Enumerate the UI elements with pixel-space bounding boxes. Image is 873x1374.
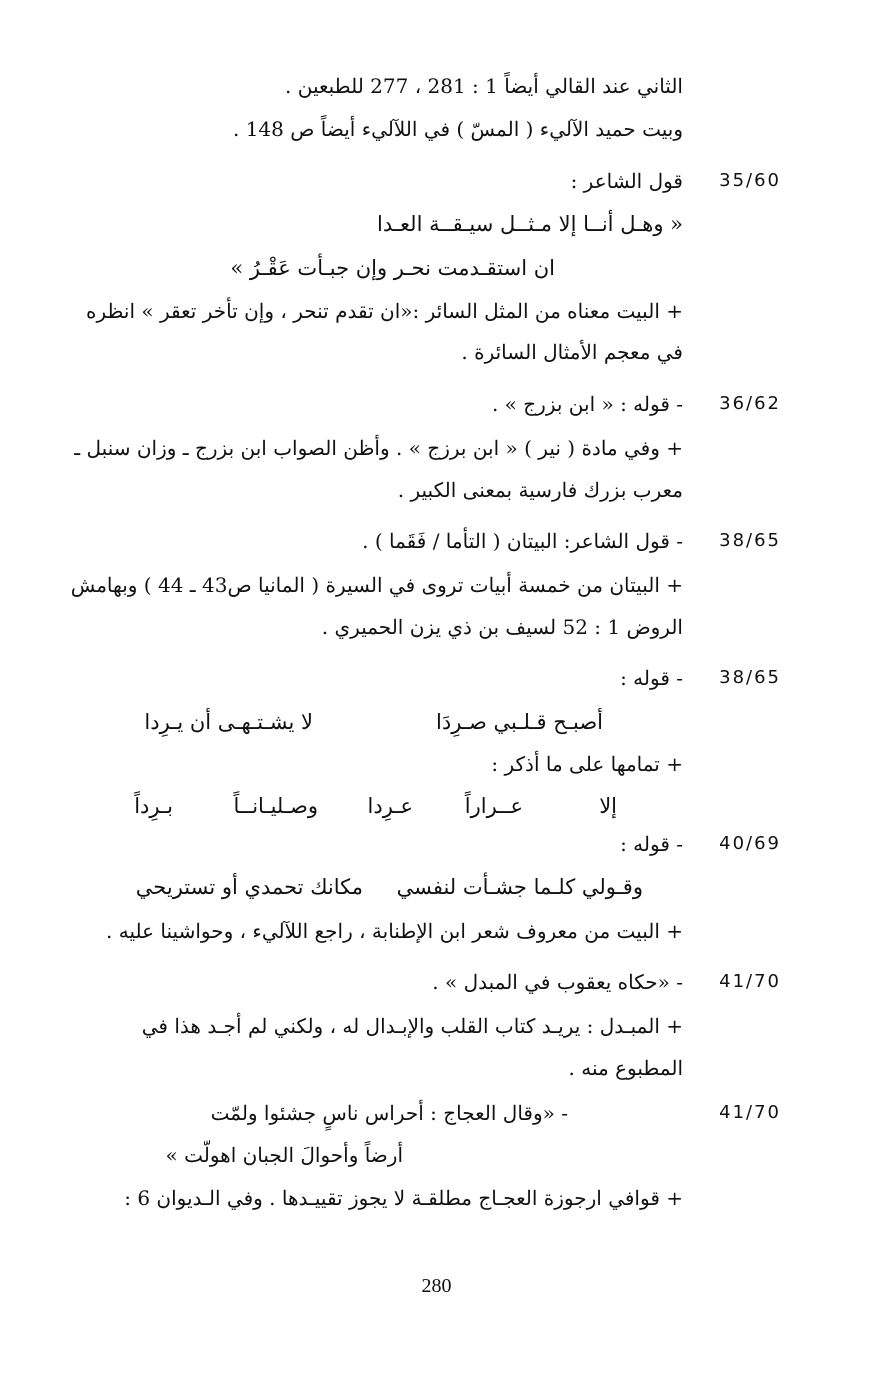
- entry-heading: - قول الشاعر: البيتان ( التأما / فَقَما ) .: [362, 529, 683, 553]
- entry-heading: - قوله :: [620, 832, 683, 856]
- verse-hemistich: أصبـح قـلـبي صـرِدَا: [436, 710, 603, 734]
- text-line: المطبوع منه .: [568, 1056, 683, 1080]
- text-line: الروض 1 : 52 لسيف بن ذي يزن الحميري .: [321, 615, 683, 639]
- entry-heading: قول الشاعر :: [570, 169, 683, 193]
- entry-heading: - قوله : « ابن بزرج » .: [491, 392, 683, 416]
- page-number: 280: [421, 1275, 452, 1297]
- text-line: وبيت حميد الآلي‌ء ( المسّ ) في اللآلي‌ء أيضاً ص 148 .: [232, 117, 683, 141]
- verse-hemistich: لا يشـتـهـى أن يـرِدا: [144, 710, 313, 734]
- verse-line: « وهـل أنــا إلا مـثــل سيـقــة العـدا: [377, 212, 683, 236]
- verse-word: عـرِدا: [367, 794, 413, 818]
- text-line: في معجم الأمثال السائرة .: [461, 340, 683, 364]
- text-line: + البيت من معروف شعر ابن الإطنابة ، راجع اللآلي‌ء ، وحواشينا عليه .: [106, 919, 683, 943]
- text-line: الثاني عند القالي أيضاً 1 : 281 ، 277 للطبعين .: [285, 74, 683, 98]
- verse-word: عــراراً: [464, 794, 523, 818]
- reference-number: 40/69: [719, 833, 781, 854]
- reference-number: 36/62: [719, 393, 781, 414]
- verse-line: - «وقال العجاج : أحراس ناسٍ جشئوا ولمّت: [210, 1101, 568, 1125]
- text-line: + تمامها على ما أذكر :: [491, 752, 683, 776]
- reference-number: 38/65: [719, 667, 781, 688]
- text-line: + البيتان من خمسة أبيات تروى في السيرة ( المانيا ص43 ـ 44 ) وبهامش: [70, 573, 683, 597]
- verse-hemistich: وقـولي كلـما جشـأت لنفسي: [396, 875, 643, 899]
- reference-number: 41/70: [719, 971, 781, 992]
- reference-number: 41/70: [719, 1102, 781, 1123]
- verse-hemistich: مكانك تحمدي أو تستريحي: [135, 875, 363, 899]
- text-line: + قوافي ارجوزة العجـاج مطلقـة لا يجوز تقييـدها . وفي الـديوان 6 :: [124, 1186, 683, 1210]
- text-line: + وفي مادة ( نير ) « ابن برزج » . وأظن الصواب ابن بزرج ـ وزان سنبل ـ: [74, 436, 683, 460]
- text-line: + البيت معناه من المثل السائر :«ان تقدم تنحر ، وإن تأخر تعقر » انظره: [85, 299, 683, 323]
- reference-number: 35/60: [719, 170, 781, 191]
- entry-heading: - «حكاه يعقوب في المبدل » .: [432, 970, 683, 994]
- verse-word: وصـليـانــاً: [233, 794, 318, 818]
- entry-heading: - قوله :: [620, 666, 683, 690]
- reference-number: 38/65: [719, 530, 781, 551]
- verse-line: أرضاً وأحوالَ الجبان اهولّت »: [165, 1143, 403, 1167]
- text-line: معرب بزرك فارسية بمعنى الكبير .: [397, 478, 683, 502]
- text-line: + المبـدل : يريـد كتاب القلب والإبـدال له ، ولكني لم أجـد هذا في: [141, 1014, 683, 1038]
- verse-word: إلا: [599, 794, 617, 818]
- verse-word: بـرِداً: [134, 794, 173, 818]
- verse-line: ان استقـدمت نحـر وإن جبـأت عَقْـرُ »: [230, 256, 555, 280]
